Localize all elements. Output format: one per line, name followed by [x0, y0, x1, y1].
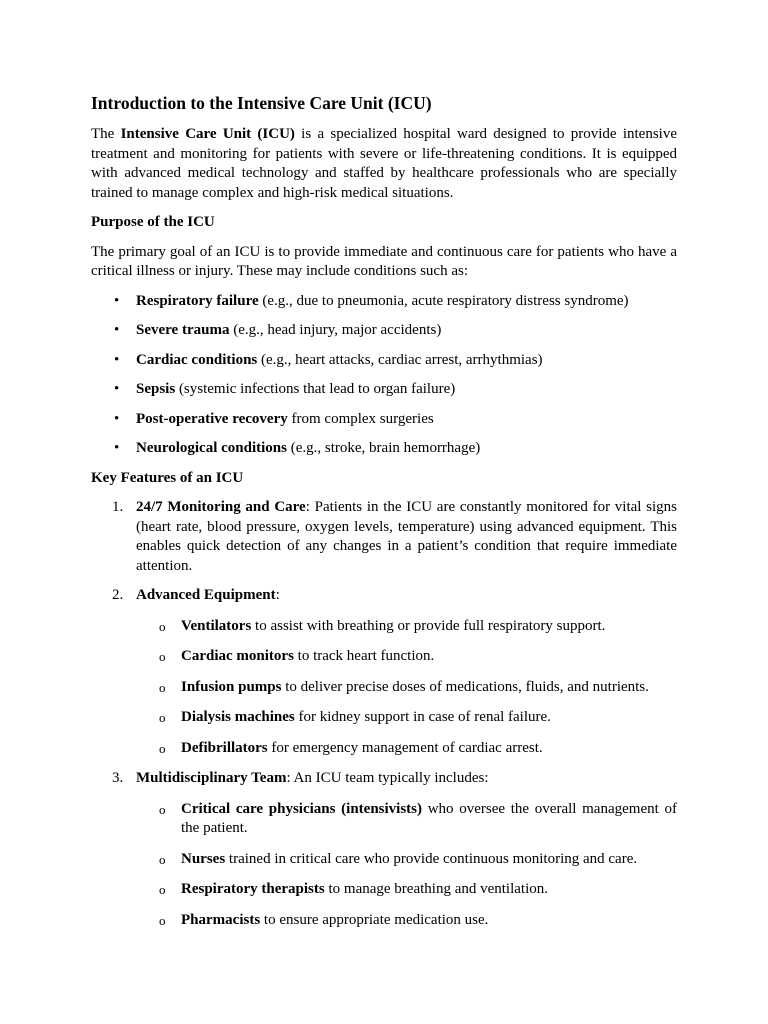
circle-bullet-icon: o: [159, 912, 166, 928]
sub-list-item: [136, 708, 677, 728]
sub-list-item: [136, 850, 677, 870]
sub-item-bold: Infusion pumps: [181, 678, 282, 695]
features-list: [91, 498, 677, 930]
sub-item-bold: Nurses: [181, 850, 226, 867]
item-text: (e.g., head injury, major accidents): [229, 322, 442, 338]
feature-item: [91, 498, 677, 576]
circle-bullet-icon: o: [159, 851, 166, 867]
item-bold: Post-operative recovery: [136, 410, 288, 427]
feature-text: :: [275, 587, 280, 603]
sub-item-text: for kidney support in case of renal failure.: [294, 709, 551, 725]
intro-post: is a specialized hospital ward designed to provide intensive treatment and monitoring for patients with severe or life-threatening conditions. It is equipped with advanced medical technology and staffed by healthcare professionals who are specially trained to manage complex and high-risk medical situations.: [91, 126, 677, 201]
item-bold: Neurological conditions: [136, 440, 287, 456]
feature-body: [136, 769, 677, 789]
circle-bullet-icon: o: [159, 740, 166, 756]
item-text: (systemic infections that lead to organ failure): [175, 381, 456, 397]
sub-item-text: to deliver precise doses of medications, fluids, and nutrients.: [281, 678, 649, 695]
features-heading: Key Features of an ICU: [91, 469, 244, 486]
sub-item-text: trained in critical care who provide continuous monitoring and care.: [225, 850, 638, 867]
list-item: [91, 292, 677, 312]
sub-item-bold: Respiratory therapists: [181, 881, 325, 897]
sub-item-bold: Defibrillators: [181, 739, 268, 756]
feature-text: : An ICU team typically includes:: [286, 770, 489, 786]
feature-body: [136, 586, 677, 606]
feature-bold: Advanced Equipment: [136, 587, 276, 603]
feature-item: [91, 586, 677, 758]
bullet-icon: •: [114, 322, 120, 338]
feature-body: [136, 498, 677, 576]
list-item: [91, 439, 677, 459]
sub-list-item: [136, 617, 677, 637]
sub-item-bold: Cardiac monitors: [181, 648, 294, 664]
circle-bullet-icon: o: [159, 649, 166, 664]
sub-item-text: to ensure appropriate medication use.: [260, 911, 489, 928]
intro-bold-term: Intensive Care Unit (ICU): [120, 126, 295, 142]
item-text: (e.g., stroke, brain hemorrhage): [286, 440, 481, 456]
sub-list-item: [136, 911, 677, 931]
feature-bold: Multidisciplinary Team: [136, 770, 287, 786]
sub-item-bold: Ventilators: [181, 617, 252, 634]
circle-bullet-icon: o: [159, 882, 166, 897]
sub-item-text: to assist with breathing or provide full respiratory support.: [251, 617, 606, 634]
feature-number: 3.: [112, 770, 124, 786]
sub-item-bold: Dialysis machines: [181, 709, 295, 725]
intro-paragraph: [91, 125, 677, 203]
sub-item-bold: Pharmacists: [181, 911, 261, 928]
list-item: [91, 380, 677, 400]
item-bold: Severe trauma: [136, 322, 230, 338]
purpose-heading: Purpose of the ICU: [91, 214, 215, 230]
feature-item: [91, 769, 677, 930]
item-bold: Cardiac conditions: [136, 351, 258, 368]
sub-list-item: [136, 739, 677, 759]
sub-item-bold: Critical care physicians (intensivists): [181, 800, 422, 817]
item-text: (e.g., due to pneumonia, acute respiratory distress syndrome): [258, 292, 629, 309]
conditions-list: [91, 292, 677, 459]
sub-list-item: [136, 647, 677, 667]
list-item: [91, 351, 677, 371]
sub-list-item: [136, 678, 677, 698]
sub-item-text: to manage breathing and ventilation.: [324, 881, 548, 897]
bullet-icon: •: [114, 381, 120, 397]
feature-bold: 24/7 Monitoring and Care: [136, 499, 306, 515]
feature-number: 1.: [112, 499, 124, 515]
purpose-paragraph: The primary goal of an ICU is to provide immediate and continuous care for patients who have a critical illness or injury. These may include conditions such as:: [91, 243, 677, 279]
item-bold: Respiratory failure: [136, 292, 259, 309]
list-item: [91, 410, 677, 430]
circle-bullet-icon: o: [159, 710, 166, 725]
equipment-list: [136, 617, 677, 759]
sub-item-text: to track heart function.: [293, 648, 435, 664]
team-list: [136, 800, 677, 931]
intro-pre: The: [91, 126, 121, 142]
feature-number: 2.: [112, 587, 124, 603]
bullet-icon: •: [114, 440, 120, 456]
list-item: [91, 321, 677, 341]
bullet-icon: •: [114, 410, 120, 427]
sub-item-text: for emergency management of cardiac arrest.: [267, 739, 543, 756]
bullet-icon: •: [114, 292, 120, 309]
sub-list-item: [136, 800, 677, 839]
bullet-icon: •: [114, 351, 120, 368]
item-text: from complex surgeries: [287, 410, 434, 427]
item-text: (e.g., heart attacks, cardiac arrest, arrhythmias): [257, 351, 543, 368]
sub-item-text: who oversee the overall management of the patient.: [181, 800, 677, 836]
circle-bullet-icon: o: [159, 618, 166, 634]
sub-list-item: [136, 880, 677, 900]
feature-text: : Patients in the ICU are constantly monitored for vital signs (heart rate, blood pressure, oxygen levels, temperature) using advanced equipment. This enables quick detection of any changes in a patient’s condition that require immediate attention.: [136, 499, 677, 574]
circle-bullet-icon: o: [159, 801, 166, 817]
item-bold: Sepsis: [136, 381, 176, 397]
circle-bullet-icon: o: [159, 679, 166, 695]
document-title: Introduction to the Intensive Care Unit (ICU): [91, 93, 432, 113]
